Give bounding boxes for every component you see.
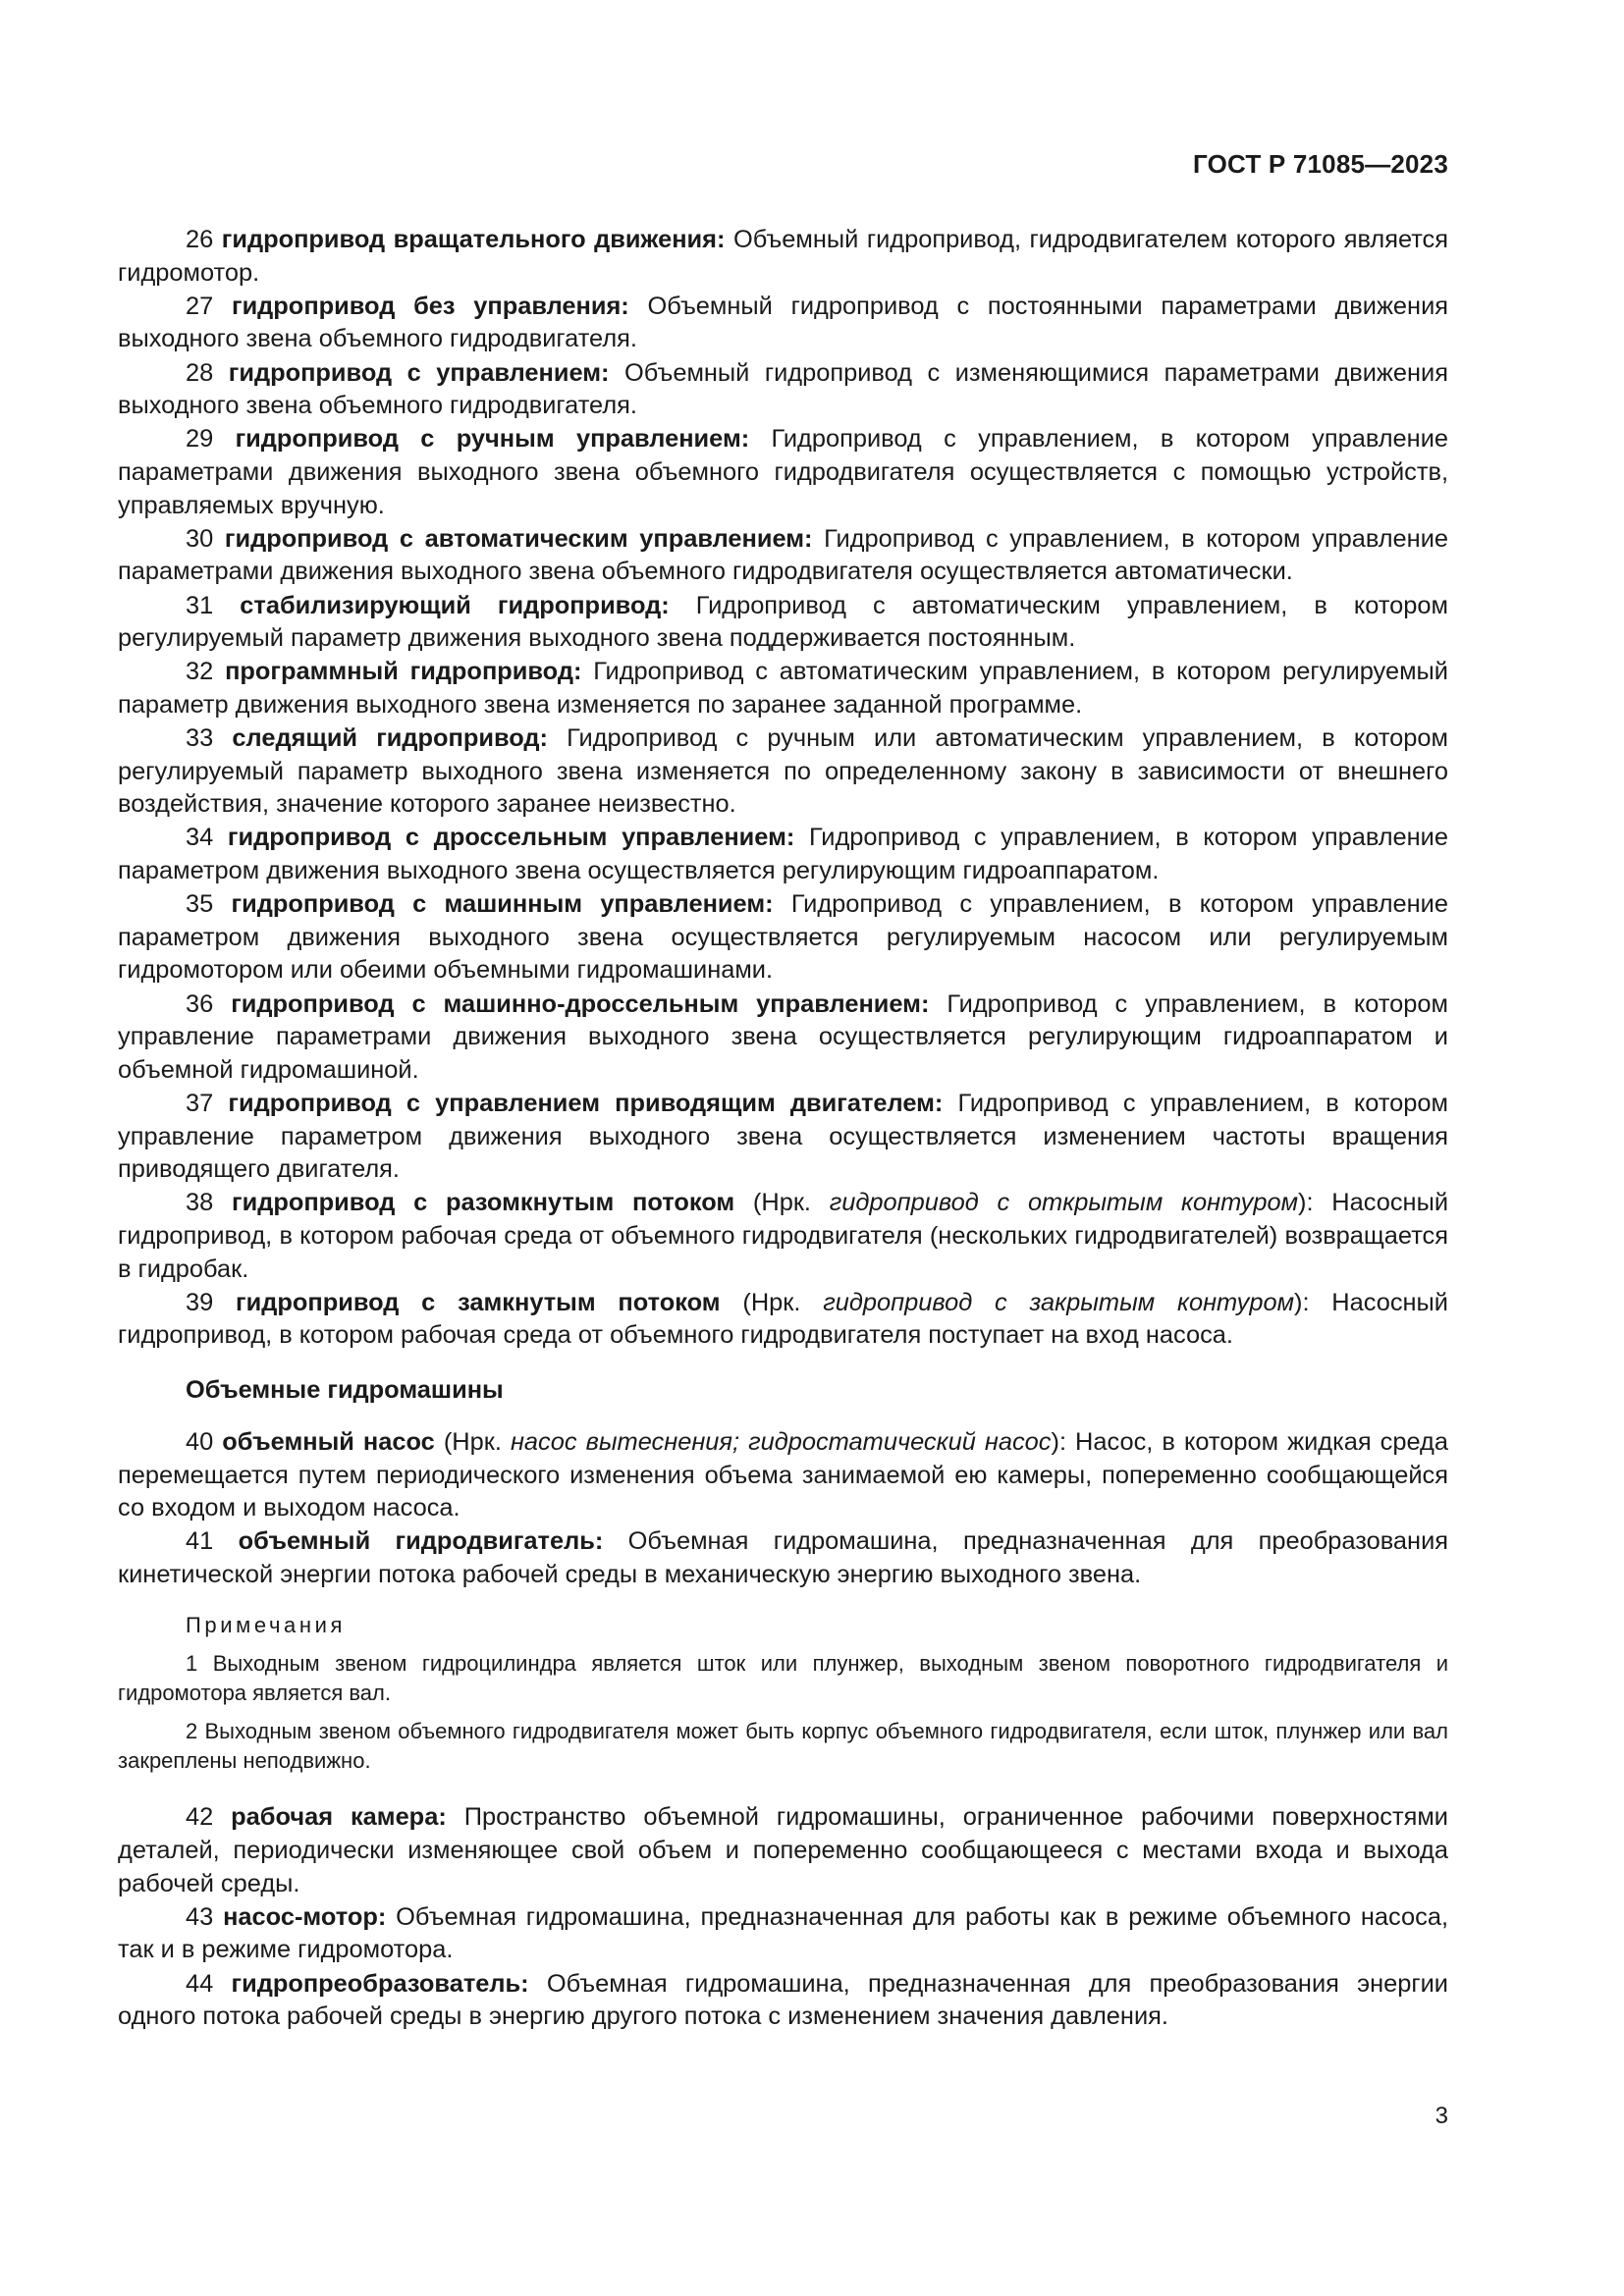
term: гидропривод без управления: — [232, 292, 629, 320]
term: стабилизирующий гидропривод: — [240, 591, 670, 619]
term: насос-мотор: — [223, 1902, 387, 1931]
term-entry-30: 30 гидропривод с автоматическим управлением: Гидропривод с управлением, в котором управление параметрами движения выходного звена объемного гидродвигателя осуществляется автоматически. — [118, 524, 1448, 586]
term: гидропривод с дроссельным управлением: — [227, 824, 795, 852]
term-entry-32: 32 программный гидропривод: Гидропривод с автоматическим управлением, в котором регулируемый параметр движения выходного звена изменяется по заранее заданной программе. — [118, 658, 1448, 719]
note-item: 1 Выходным звеном гидроцилиндра является шток или плунжер, выходным звеном поворотного гидродвигателя и гидромотора является вал. — [118, 1651, 1448, 1706]
term-entry-29: 29 гидропривод с ручным управлением: Гидропривод с управлением, в котором управление параметрами движения выходного звена объемного гидродвигателя осуществляется с помощью устройств, управляемых вручную. — [118, 425, 1448, 519]
deprecated-term: гидропривод с закрытым контуром — [823, 1288, 1294, 1316]
note-item: 2 Выходным звеном объемного гидродвигателя может быть корпус объемного гидродвигателя, если шток, плунжер или вал закреплены неподвижно. — [118, 1719, 1448, 1774]
document-body — [118, 224, 1448, 2034]
page-number: 3 — [1435, 2103, 1448, 2129]
term: гидропривод с машинно-дроссельным управлением: — [231, 989, 930, 1018]
term: программный гидропривод: — [225, 658, 582, 686]
term: гидропреобразователь: — [231, 1969, 529, 1998]
deprecated-term: гидропривод с открытым контуром — [829, 1189, 1299, 1217]
term: гидропривод с управлением: — [228, 358, 610, 387]
term-entry-42: 42 рабочая камера: Пространство объемной гидромашины, ограниченное рабочими поверхностями деталей, периодически изменяющее свой объем и попеременно сообщающееся с местами входа и выхода рабочей среды. — [118, 1803, 1448, 1897]
term: объемный гидродвигатель: — [238, 1527, 604, 1556]
term-entry-38: 38 гидропривод с разомкнутым потоком (Нрк. гидропривод с открытым контуром): Насосный гидропривод, в котором рабочая среда от объемного гидродвигателя (нескольких гидродвигателей) возвращается в гидробак. — [118, 1189, 1449, 1283]
term-entry-40: 40 объемный насос (Нрк. насос вытеснения; гидростатический насос): Насос, в котором жидкая среда перемещается путем периодического изменения объема занимаемой ею камеры, попеременно сообщающейся со входом и выходом насоса. — [118, 1427, 1448, 1522]
term-entry-26: 26 гидропривод вращательного движения: Объемный гидропривод, гидродвигателем которого является гидромотор. — [118, 226, 1449, 287]
term: гидропривод с замкнутым потоком — [236, 1288, 721, 1316]
term-entry-39: 39 гидропривод с замкнутым потоком (Нрк. гидропривод с закрытым контуром): Насосный гидропривод, в котором рабочая среда от объемного гидродвигателя поступает на вход насоса. — [118, 1288, 1448, 1350]
term: гидропривод с машинным управлением: — [231, 890, 774, 919]
term-entry-28: 28 гидропривод с управлением: Объемный гидропривод с изменяющимися параметрами движения выходного звена объемного гидродвигателя. — [118, 358, 1448, 420]
section-heading: Объемные гидромашины — [186, 1375, 504, 1404]
term: гидропривод с разомкнутым потоком — [232, 1189, 735, 1217]
term: гидропривод с автоматическим управлением: — [224, 524, 813, 553]
term-entry-41: 41 объемный гидродвигатель: Объемная гидромашина, предназначенная для преобразования кинетической энергии потока рабочей среды в механическую энергию выходного звена. — [118, 1527, 1449, 1588]
notes-heading: Примечания — [186, 1613, 347, 1638]
document-code: ГОСТ Р 71085—2023 — [1193, 149, 1448, 179]
term: следящий гидропривод: — [232, 724, 548, 753]
term: гидропривод с ручным управлением: — [235, 425, 750, 454]
term-entry-33: 33 следящий гидропривод: Гидропривод с ручным или автоматическим управлением, в котором регулируемый параметр выходного звена изменяется по определенному закону в зависимости от внешнего воздействия, значение которого заранее неизвестно. — [118, 724, 1448, 819]
term-entry-35: 35 гидропривод с машинным управлением: Гидропривод с управлением, в котором управление параметром движения выходного звена осуществляется регулируемым насосом или регулируемым гидромотором или обеими объемными гидромашинами. — [118, 890, 1448, 985]
term-entry-44: 44 гидропреобразователь: Объемная гидромашина, предназначенная для преобразования энергии одного потока рабочей среды в энергию другого потока с изменением значения давления. — [118, 1969, 1448, 2031]
term: объемный насос — [222, 1427, 435, 1456]
term-entry-27: 27 гидропривод без управления: Объемный гидропривод с постоянными параметрами движения выходного звена объемного гидродвигателя. — [118, 292, 1448, 353]
term: гидропривод с управлением приводящим двигателем: — [228, 1089, 944, 1117]
term-entry-37: 37 гидропривод с управлением приводящим двигателем: Гидропривод с управлением, в котором управление параметром движения выходного звена осуществляется изменением частоты вращения приводящего двигателя. — [118, 1089, 1448, 1184]
term: гидропривод вращательного движения: — [221, 226, 726, 253]
term-entry-31: 31 стабилизирующий гидропривод: Гидропривод с автоматическим управлением, в котором регулируемый параметр движения выходного звена поддерживается постоянным. — [118, 591, 1448, 653]
term-entry-36: 36 гидропривод с машинно-дроссельным управлением: Гидропривод с управлением, в котором управление параметрами движения выходного звена осуществляется регулирующим гидроаппаратом и объемной гидромашиной. — [118, 989, 1448, 1084]
deprecated-term: насос вытеснения; гидростатический насос — [510, 1427, 1052, 1456]
term: рабочая камера: — [231, 1803, 447, 1832]
term-entry-34: 34 гидропривод с дроссельным управлением: Гидропривод с управлением, в котором управление параметром движения выходного звена осуществляется регулирующим гидроаппаратом. — [118, 824, 1448, 885]
term-entry-43: 43 насос-мотор: Объемная гидромашина, предназначенная для работы как в режиме объемного насоса, так и в режиме гидромотора. — [118, 1902, 1448, 1964]
